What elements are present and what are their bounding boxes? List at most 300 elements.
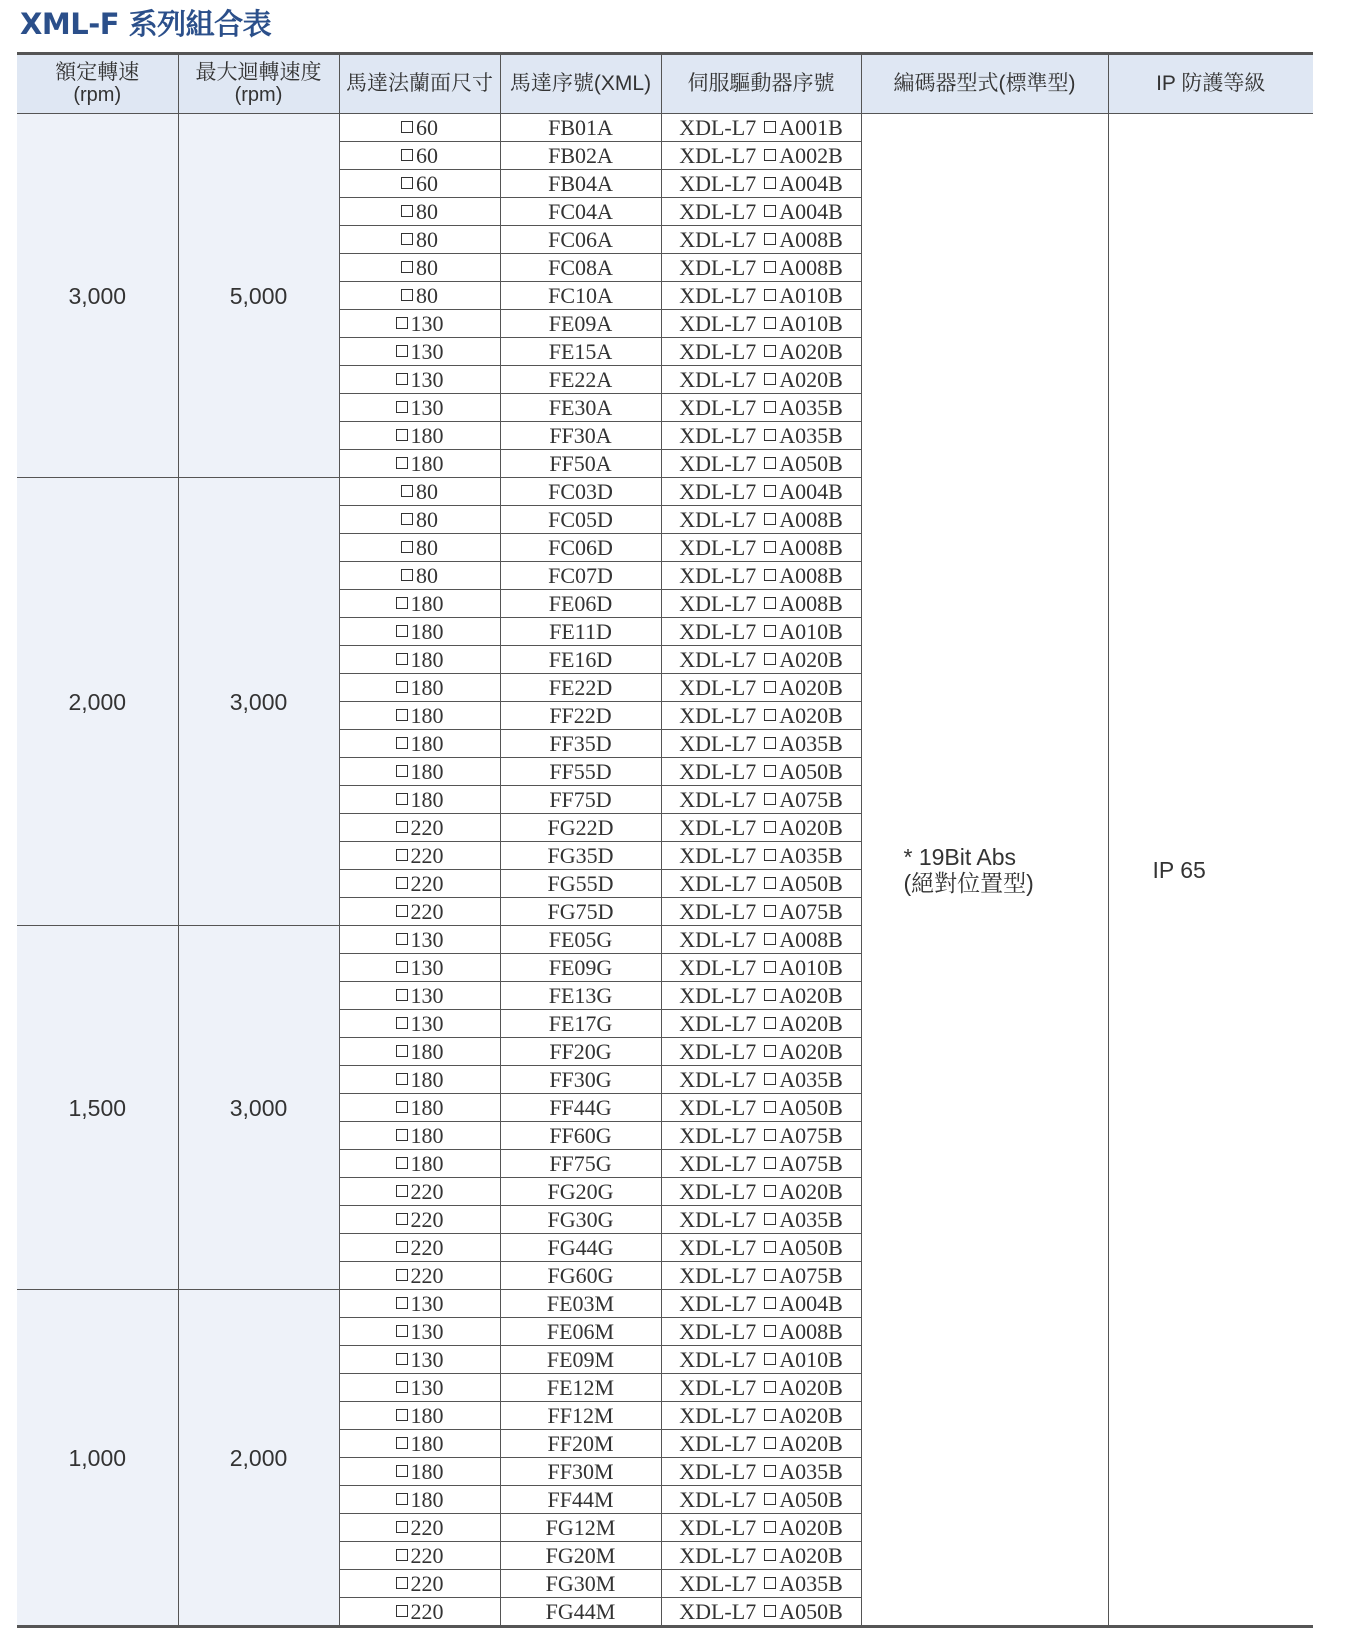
max-speed-cell: 3,000 <box>178 478 339 926</box>
square-placeholder-icon <box>764 681 776 693</box>
ip-rating-cell: IP 65 <box>1108 114 1313 1627</box>
flange-size: 130 <box>410 1010 444 1036</box>
driver-prefix: XDL-L7 <box>679 590 757 616</box>
driver-suffix: A020B <box>779 674 843 700</box>
driver-model-cell <box>661 338 861 366</box>
flange-cell <box>339 1262 500 1290</box>
square-flange-icon <box>396 877 408 889</box>
square-flange-icon <box>396 793 408 805</box>
driver-suffix: A035B <box>779 730 843 756</box>
motor-model-cell: FG20M <box>500 1542 661 1570</box>
square-placeholder-icon <box>764 737 776 749</box>
driver-model-cell <box>661 954 861 982</box>
square-flange-icon <box>396 1381 408 1393</box>
motor-model-cell: FG55D <box>500 870 661 898</box>
header-rated-speed <box>17 54 178 114</box>
driver-model-cell <box>661 1430 861 1458</box>
encoder-cell <box>861 114 1108 1627</box>
flange-cell <box>339 1430 500 1458</box>
header-flange: 馬達法蘭面尺寸 <box>339 54 500 114</box>
flange-size: 130 <box>410 1374 444 1400</box>
driver-model-cell <box>661 590 861 618</box>
flange-size: 180 <box>410 730 444 756</box>
flange-size: 130 <box>410 926 444 952</box>
flange-cell <box>339 898 500 926</box>
rated-speed-cell: 2,000 <box>17 478 178 926</box>
square-flange-icon <box>396 1157 408 1169</box>
square-placeholder-icon <box>764 1017 776 1029</box>
flange-size: 220 <box>410 1262 444 1288</box>
square-placeholder-icon <box>764 1381 776 1393</box>
driver-model-cell <box>661 1038 861 1066</box>
motor-model-cell: FE09A <box>500 310 661 338</box>
driver-prefix: XDL-L7 <box>679 1318 757 1344</box>
flange-size: 130 <box>410 1318 444 1344</box>
driver-prefix: XDL-L7 <box>679 898 757 924</box>
driver-model-cell <box>661 1318 861 1346</box>
flange-size: 220 <box>410 1598 444 1624</box>
driver-model-cell <box>661 730 861 758</box>
square-placeholder-icon <box>764 1157 776 1169</box>
square-flange-icon <box>396 1409 408 1421</box>
driver-suffix: A020B <box>779 1178 843 1204</box>
flange-size: 180 <box>410 674 444 700</box>
square-flange-icon <box>396 821 408 833</box>
square-flange-icon <box>396 373 408 385</box>
flange-cell <box>339 1514 500 1542</box>
flange-cell <box>339 1066 500 1094</box>
driver-suffix: A050B <box>779 1486 843 1512</box>
flange-cell <box>339 1010 500 1038</box>
square-flange-icon <box>401 485 413 497</box>
driver-prefix: XDL-L7 <box>679 1262 757 1288</box>
driver-prefix: XDL-L7 <box>679 1066 757 1092</box>
flange-cell <box>339 926 500 954</box>
flange-cell <box>339 758 500 786</box>
driver-suffix: A008B <box>779 226 843 252</box>
flange-cell <box>339 1542 500 1570</box>
square-placeholder-icon <box>764 1185 776 1197</box>
square-flange-icon <box>396 989 408 1001</box>
motor-model-cell: FE11D <box>500 618 661 646</box>
flange-cell <box>339 198 500 226</box>
motor-model-cell: FG60G <box>500 1262 661 1290</box>
motor-model-cell: FF12M <box>500 1402 661 1430</box>
driver-model-cell <box>661 1346 861 1374</box>
flange-cell <box>339 562 500 590</box>
square-flange-icon <box>401 569 413 581</box>
driver-suffix: A020B <box>779 1430 843 1456</box>
flange-cell <box>339 730 500 758</box>
driver-model-cell <box>661 226 861 254</box>
driver-prefix: XDL-L7 <box>679 534 757 560</box>
square-flange-icon <box>396 1549 408 1561</box>
driver-suffix: A035B <box>779 842 843 868</box>
flange-size: 130 <box>410 1346 444 1372</box>
driver-suffix: A075B <box>779 1262 843 1288</box>
driver-model-cell <box>661 1290 861 1318</box>
driver-model-cell <box>661 1234 861 1262</box>
motor-model-cell: FC06D <box>500 534 661 562</box>
motor-model-cell: FB04A <box>500 170 661 198</box>
motor-model-cell: FE22D <box>500 674 661 702</box>
driver-model-cell <box>661 702 861 730</box>
driver-model-cell <box>661 758 861 786</box>
motor-model-cell: FE30A <box>500 394 661 422</box>
flange-cell <box>339 226 500 254</box>
flange-size: 130 <box>410 394 444 420</box>
driver-suffix: A020B <box>779 1038 843 1064</box>
rated-speed-cell: 3,000 <box>17 114 178 478</box>
driver-prefix: XDL-L7 <box>679 142 757 168</box>
motor-model-cell: FG30M <box>500 1570 661 1598</box>
flange-size: 80 <box>416 506 438 532</box>
square-flange-icon <box>396 1605 408 1617</box>
square-flange-icon <box>396 625 408 637</box>
combination-table <box>17 52 1313 1628</box>
driver-suffix: A010B <box>779 282 843 308</box>
flange-size: 220 <box>410 1178 444 1204</box>
motor-model-cell: FG22D <box>500 814 661 842</box>
square-flange-icon <box>396 1493 408 1505</box>
flange-size: 180 <box>410 786 444 812</box>
square-placeholder-icon <box>764 317 776 329</box>
motor-model-cell: FF44M <box>500 1486 661 1514</box>
driver-prefix: XDL-L7 <box>679 926 757 952</box>
driver-model-cell <box>661 562 861 590</box>
driver-prefix: XDL-L7 <box>679 1430 757 1456</box>
flange-cell <box>339 702 500 730</box>
square-placeholder-icon <box>764 877 776 889</box>
flange-size: 180 <box>410 1430 444 1456</box>
driver-suffix: A008B <box>779 534 843 560</box>
flange-cell <box>339 1458 500 1486</box>
square-flange-icon <box>401 261 413 273</box>
motor-model-cell: FF50A <box>500 450 661 478</box>
square-placeholder-icon <box>764 485 776 497</box>
flange-cell <box>339 282 500 310</box>
driver-suffix: A075B <box>779 1150 843 1176</box>
square-flange-icon <box>396 457 408 469</box>
flange-size: 80 <box>416 562 438 588</box>
motor-model-cell: FG20G <box>500 1178 661 1206</box>
driver-model-cell <box>661 1262 861 1290</box>
square-placeholder-icon <box>764 933 776 945</box>
flange-size: 220 <box>410 842 444 868</box>
rated-speed-cell: 1,500 <box>17 926 178 1290</box>
driver-prefix: XDL-L7 <box>679 1234 757 1260</box>
driver-suffix: A035B <box>779 1570 843 1596</box>
driver-suffix: A035B <box>779 1206 843 1232</box>
driver-suffix: A050B <box>779 1094 843 1120</box>
flange-size: 130 <box>410 954 444 980</box>
square-flange-icon <box>396 681 408 693</box>
driver-prefix: XDL-L7 <box>679 338 757 364</box>
square-flange-icon <box>396 1129 408 1141</box>
motor-model-cell: FE05G <box>500 926 661 954</box>
driver-prefix: XDL-L7 <box>679 1346 757 1372</box>
motor-model-cell: FF60G <box>500 1122 661 1150</box>
square-placeholder-icon <box>764 401 776 413</box>
flange-size: 60 <box>416 170 438 196</box>
square-flange-icon <box>396 653 408 665</box>
square-placeholder-icon <box>764 821 776 833</box>
driver-prefix: XDL-L7 <box>679 1094 757 1120</box>
driver-prefix: XDL-L7 <box>679 226 757 252</box>
motor-model-cell: FE03M <box>500 1290 661 1318</box>
motor-model-cell: FF55D <box>500 758 661 786</box>
driver-suffix: A020B <box>779 1514 843 1540</box>
driver-suffix: A004B <box>779 478 843 504</box>
driver-prefix: XDL-L7 <box>679 842 757 868</box>
driver-suffix: A008B <box>779 506 843 532</box>
flange-size: 180 <box>410 1094 444 1120</box>
motor-model-cell: FE06D <box>500 590 661 618</box>
driver-suffix: A020B <box>779 1402 843 1428</box>
driver-suffix: A004B <box>779 1290 843 1316</box>
driver-prefix: XDL-L7 <box>679 1206 757 1232</box>
driver-prefix: XDL-L7 <box>679 1486 757 1512</box>
driver-model-cell <box>661 1542 861 1570</box>
driver-model-cell <box>661 1150 861 1178</box>
flange-cell <box>339 954 500 982</box>
motor-model-cell: FG35D <box>500 842 661 870</box>
driver-suffix: A008B <box>779 1318 843 1344</box>
motor-model-cell: FF30G <box>500 1066 661 1094</box>
flange-size: 220 <box>410 870 444 896</box>
driver-suffix: A020B <box>779 1010 843 1036</box>
flange-size: 180 <box>410 1458 444 1484</box>
square-placeholder-icon <box>764 765 776 777</box>
driver-suffix: A010B <box>779 1346 843 1372</box>
driver-model-cell <box>661 1178 861 1206</box>
driver-prefix: XDL-L7 <box>679 1514 757 1540</box>
square-placeholder-icon <box>764 177 776 189</box>
square-flange-icon <box>401 513 413 525</box>
flange-size: 180 <box>410 590 444 616</box>
square-flange-icon <box>396 1577 408 1589</box>
flange-size: 130 <box>410 338 444 364</box>
driver-model-cell <box>661 674 861 702</box>
motor-model-cell: FF20G <box>500 1038 661 1066</box>
driver-prefix: XDL-L7 <box>679 702 757 728</box>
driver-prefix: XDL-L7 <box>679 1178 757 1204</box>
flange-size: 180 <box>410 1066 444 1092</box>
flange-size: 80 <box>416 478 438 504</box>
square-placeholder-icon <box>764 709 776 721</box>
flange-size: 180 <box>410 422 444 448</box>
driver-prefix: XDL-L7 <box>679 786 757 812</box>
square-flange-icon <box>396 1325 408 1337</box>
square-placeholder-icon <box>764 849 776 861</box>
driver-model-cell <box>661 282 861 310</box>
driver-model-cell <box>661 786 861 814</box>
square-placeholder-icon <box>764 121 776 133</box>
square-placeholder-icon <box>764 1521 776 1533</box>
header-row <box>17 54 1313 114</box>
square-flange-icon <box>396 1017 408 1029</box>
flange-size: 220 <box>410 814 444 840</box>
motor-model-cell: FC06A <box>500 226 661 254</box>
header-encoder: 編碼器型式(標準型) <box>861 54 1108 114</box>
flange-size: 220 <box>410 1542 444 1568</box>
flange-cell <box>339 478 500 506</box>
driver-suffix: A008B <box>779 926 843 952</box>
driver-model-cell <box>661 982 861 1010</box>
driver-suffix: A050B <box>779 450 843 476</box>
motor-model-cell: FF22D <box>500 702 661 730</box>
driver-prefix: XDL-L7 <box>679 954 757 980</box>
header-rated-speed-unit: (rpm) <box>73 84 122 106</box>
header-driver-model: 伺服驅動器序號 <box>661 54 861 114</box>
driver-suffix: A008B <box>779 562 843 588</box>
flange-size: 80 <box>416 198 438 224</box>
square-placeholder-icon <box>764 429 776 441</box>
driver-prefix: XDL-L7 <box>679 282 757 308</box>
flange-size: 220 <box>410 1570 444 1596</box>
flange-cell <box>339 422 500 450</box>
driver-suffix: A020B <box>779 366 843 392</box>
driver-prefix: XDL-L7 <box>679 1458 757 1484</box>
square-placeholder-icon <box>764 205 776 217</box>
driver-prefix: XDL-L7 <box>679 114 757 140</box>
driver-model-cell <box>661 450 861 478</box>
square-flange-icon <box>396 317 408 329</box>
flange-size: 130 <box>410 1290 444 1316</box>
driver-model-cell <box>661 198 861 226</box>
motor-model-cell: FE16D <box>500 646 661 674</box>
motor-model-cell: FG30G <box>500 1206 661 1234</box>
flange-cell <box>339 1094 500 1122</box>
flange-cell <box>339 1234 500 1262</box>
driver-suffix: A002B <box>779 142 843 168</box>
rated-speed-cell: 1,000 <box>17 1290 178 1627</box>
flange-size: 220 <box>410 1206 444 1232</box>
driver-prefix: XDL-L7 <box>679 730 757 756</box>
driver-model-cell <box>661 618 861 646</box>
flange-cell <box>339 1374 500 1402</box>
square-flange-icon <box>401 289 413 301</box>
square-flange-icon <box>396 1521 408 1533</box>
driver-suffix: A008B <box>779 254 843 280</box>
driver-model-cell <box>661 1598 861 1627</box>
flange-size: 60 <box>416 142 438 168</box>
square-placeholder-icon <box>764 457 776 469</box>
motor-model-cell: FB02A <box>500 142 661 170</box>
driver-model-cell <box>661 1010 861 1038</box>
driver-prefix: XDL-L7 <box>679 1010 757 1036</box>
motor-model-cell: FB01A <box>500 114 661 142</box>
flange-size: 220 <box>410 898 444 924</box>
header-max-speed-unit: (rpm) <box>234 84 283 106</box>
square-placeholder-icon <box>764 569 776 581</box>
max-speed-cell: 3,000 <box>178 926 339 1290</box>
square-flange-icon <box>396 1241 408 1253</box>
driver-suffix: A035B <box>779 1458 843 1484</box>
driver-model-cell <box>661 926 861 954</box>
motor-model-cell: FE12M <box>500 1374 661 1402</box>
square-flange-icon <box>401 541 413 553</box>
square-placeholder-icon <box>764 1549 776 1561</box>
square-placeholder-icon <box>764 149 776 161</box>
flange-size: 130 <box>410 310 444 336</box>
driver-prefix: XDL-L7 <box>679 394 757 420</box>
square-placeholder-icon <box>764 961 776 973</box>
square-flange-icon <box>396 961 408 973</box>
motor-model-cell: FE09G <box>500 954 661 982</box>
driver-model-cell <box>661 1458 861 1486</box>
flange-cell <box>339 534 500 562</box>
driver-suffix: A035B <box>779 422 843 448</box>
header-rated-speed-label: 額定轉速 <box>55 61 140 84</box>
square-flange-icon <box>396 737 408 749</box>
driver-suffix: A020B <box>779 646 843 672</box>
flange-size: 130 <box>410 982 444 1008</box>
flange-size: 130 <box>410 366 444 392</box>
flange-size: 220 <box>410 1514 444 1540</box>
flange-cell <box>339 1318 500 1346</box>
driver-model-cell <box>661 870 861 898</box>
driver-prefix: XDL-L7 <box>679 422 757 448</box>
flange-cell <box>339 1346 500 1374</box>
driver-prefix: XDL-L7 <box>679 1570 757 1596</box>
flange-size: 80 <box>416 534 438 560</box>
square-placeholder-icon <box>764 1577 776 1589</box>
motor-model-cell: FC08A <box>500 254 661 282</box>
square-flange-icon <box>396 1465 408 1477</box>
motor-model-cell: FF35D <box>500 730 661 758</box>
square-flange-icon <box>396 849 408 861</box>
square-flange-icon <box>396 933 408 945</box>
motor-model-cell: FC07D <box>500 562 661 590</box>
driver-suffix: A001B <box>779 114 843 140</box>
driver-model-cell <box>661 142 861 170</box>
driver-suffix: A035B <box>779 394 843 420</box>
square-flange-icon <box>396 345 408 357</box>
square-placeholder-icon <box>764 1101 776 1113</box>
max-speed-cell: 2,000 <box>178 1290 339 1627</box>
flange-size: 180 <box>410 1038 444 1064</box>
driver-prefix: XDL-L7 <box>679 1038 757 1064</box>
flange-size: 180 <box>410 1122 444 1148</box>
square-placeholder-icon <box>764 1045 776 1057</box>
motor-model-cell: FF44G <box>500 1094 661 1122</box>
flange-cell <box>339 618 500 646</box>
flange-cell <box>339 590 500 618</box>
driver-prefix: XDL-L7 <box>679 870 757 896</box>
square-placeholder-icon <box>764 345 776 357</box>
motor-model-cell: FC03D <box>500 478 661 506</box>
flange-cell <box>339 254 500 282</box>
flange-cell <box>339 338 500 366</box>
driver-model-cell <box>661 254 861 282</box>
flange-size: 60 <box>416 114 438 140</box>
flange-size: 180 <box>410 646 444 672</box>
square-flange-icon <box>396 597 408 609</box>
square-placeholder-icon <box>764 1493 776 1505</box>
motor-model-cell: FC04A <box>500 198 661 226</box>
flange-cell <box>339 394 500 422</box>
square-placeholder-icon <box>764 1269 776 1281</box>
flange-size: 180 <box>410 1402 444 1428</box>
flange-cell <box>339 114 500 142</box>
driver-model-cell <box>661 422 861 450</box>
driver-model-cell <box>661 1066 861 1094</box>
driver-suffix: A020B <box>779 1374 843 1400</box>
driver-suffix: A075B <box>779 898 843 924</box>
encoder-line-2: (絕對位置型) <box>903 869 1034 896</box>
driver-suffix: A050B <box>779 1598 843 1624</box>
